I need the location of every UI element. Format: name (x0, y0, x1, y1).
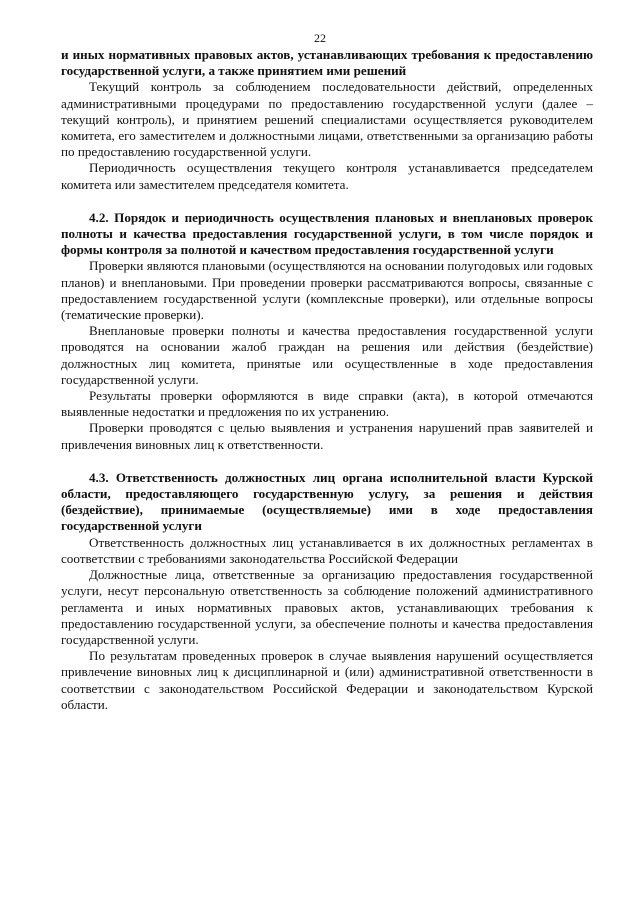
body-paragraph: Внеплановые проверки полноты и качества предоставления государственной услуги проводятся на основании жалоб граждан на решения или действия (бездействие) должностных лиц комитета, принятые или осуществленные в ходе предоставления государственной услуги. (61, 323, 593, 387)
section-heading: 4.3. Ответственность должностных лиц органа исполнительной власти Курской области, предоставляющего государственную услугу, за решения и действия (бездействие), принимаемые (осуществляемые) ими в ходе предоставления государственной услуги (61, 469, 593, 534)
body-paragraph: Ответственность должностных лиц устанавливается в их должностных регламентах в соответствии с требованиями законодательства Российской Федерации (61, 534, 593, 566)
section-heading: и иных нормативных правовых актов, устанавливающих требования к предоставлению государственной услуги, а также принятием ими решений (61, 47, 593, 79)
paragraph-spacer (61, 453, 593, 470)
body-paragraph: Текущий контроль за соблюдением последовательности действий, определенных административными процедурами по предоставлению государственной услуги (далее – текущий контроль), и принятием решений специалистами осуществляется руководителем комитета, его заместителем и должностными лицами, ответственными за организацию работы по предоставлению государственной услуги. (61, 79, 593, 160)
body-paragraph: Должностные лица, ответственные за организацию предоставления государственной услуги, несут персональную ответственность за соблюдение положений административного регламента и иных нормативных правовых актов, устанавливающих требования к предоставлению государственной услуги, за обеспечение полноты и качества предоставления государственной услуги. (61, 567, 593, 647)
body-paragraph: Результаты проверки оформляются в виде справки (акта), в которой отмечаются выявленные недостатки и предложения по их устранению. (61, 388, 593, 420)
body-paragraph: Проверки являются плановыми (осуществляются на основании полугодовых или годовых планов) и внеплановыми. При проведении проверки рассматриваются вопросы, связанные с предоставлением государственной услуги (комплексные проверки), или отдельные вопросы (тематические проверки). (61, 258, 593, 323)
body-paragraph: Периодичность осуществления текущего контроля устанавливается председателем комитета или заместителем председателя комитета. (61, 160, 593, 192)
paragraph-spacer (61, 193, 593, 210)
document-body (61, 47, 593, 713)
body-paragraph: По результатам проведенных проверок в случае выявления нарушений осуществляется привлечение виновных лиц к дисциплинарной и (или) административной ответственности в соответствии с законодательством Российской Федерации и законодательством Курской области. (61, 648, 593, 712)
section-heading: 4.2. Порядок и периодичность осуществления плановых и внеплановых проверок полноты и качества предоставления государственной услуги, в том числе порядок и формы контроля за полнотой и качеством предоставления государственной услуги (61, 209, 593, 258)
page-number: 22 (314, 31, 326, 45)
body-paragraph: Проверки проводятся с целью выявления и устранения нарушений прав заявителей и привлечения виновных лиц к ответственности. (61, 420, 593, 452)
